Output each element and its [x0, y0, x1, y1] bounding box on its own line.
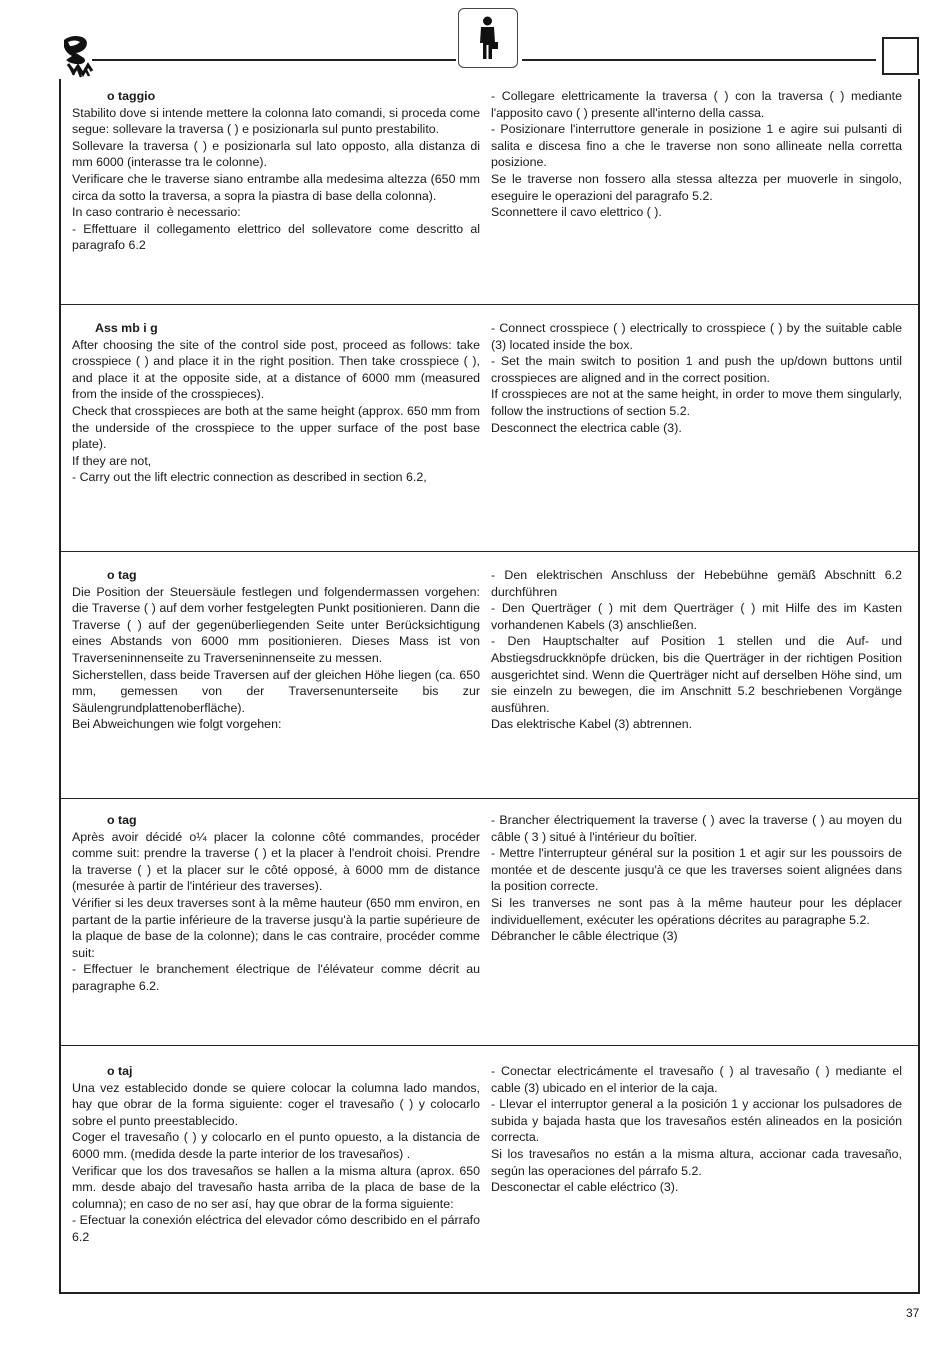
paragraph: - Den Hauptschalter auf Position 1 stellen und die Auf- und Abstiegsdruckknöpfe drücken, bis die Querträger in der richtigen Position ausgerichtet sind. Wenn die Querträger nicht auf derselben Höhe sind, um sie einzeln zu bewegen, die im Anschnitt 5.2 beschriebenen Vorgänge ausführen. — [491, 634, 902, 715]
paragraph: If they are not, — [72, 453, 152, 468]
paragraph: Débrancher le câble électrique (3) — [491, 929, 678, 944]
paragraph: Coger el travesaño ( ) y colocarlo en el punto opuesto, a la distancia de 6000 mm. (medida desde la parte interior de los travesaños) . — [72, 1130, 480, 1161]
german-left-column — [72, 567, 480, 733]
paragraph: - Brancher électriquement la traverse ( ) avec la traverse ( ) au moyen du câble ( 3 ) situé à l'intérieur du boîtier. — [491, 813, 902, 844]
paragraph: - Collegare elettricamente la traversa ( ) con la traversa ( ) mediante l'apposito cavo ( ) presente all'interno della cassa. — [491, 89, 902, 120]
french-left-column — [72, 812, 480, 995]
header-rule-right — [522, 59, 876, 61]
paragraph: Desconnect the electrica cable (3). — [491, 420, 682, 435]
section-french — [60, 812, 918, 1046]
spanish-right-column — [491, 1063, 902, 1196]
english-right-column — [491, 320, 902, 436]
paragraph: Das elektrische Kabel (3) abtrennen. — [491, 717, 693, 732]
german-right-column — [491, 567, 902, 733]
paragraph: Verificar que los dos travesaños se hallen a la misma altura (aprox. 650 mm. desde abajo del travesaño hasta arriba de la placa de base de la columna); en caso de no ser así, hay que obrar de la forma siguiente: — [72, 1163, 480, 1211]
english-title: Ass mb i g — [95, 321, 158, 335]
paragraph: - Den elektrischen Anschluss der Hebebühne gemäß Abschnitt 6.2 durchführen — [491, 568, 902, 599]
italian-right-column — [491, 88, 902, 221]
paragraph: Die Position der Steuersäule festlegen und folgendermassen vorgehen: die Traverse ( ) auf dem vorher festgelegten Punkt positionieren. Dann die Traverse ( ) auf der gegenüberliegenden Seite unter Berücksichtigung eines Abstands von 6000 mm positionieren. Dieses Mass ist von Traverseninnenseite zu Traverseninnenseite zu messen. — [72, 584, 480, 665]
paragraph: Sicherstellen, dass beide Traversen auf der gleichen Höhe liegen (ca. 650 mm, gemessen von der Traversenunterseite bis zur Säulengrundplattenoberfläche). — [72, 667, 480, 715]
french-right-column — [491, 812, 902, 945]
paragraph: - Den Querträger ( ) mit dem Querträger ( ) mit Hilfe des im Kasten vorhandenen Kabels (3) anschließen. — [491, 601, 902, 632]
paragraph: Vérifier si les deux traverses sont à la même hauteur (650 mm environ, en partant de la partie inférieure de la traverse jusqu'à la partie supérieure de la plaque de base de la colonne); dans le cas contraire, procéder comme suit: — [72, 895, 480, 960]
paragraph: Après avoir décidé o¼ placer la colonne côté commandes, procéder comme suit: prendre la traverse ( ) et la placer à l'endroit choisi. Prendre la traverse ( ) et la placer sur le côté opposé, à 6000 mm de distance (mesurée à partir de l'intérieur des traverses). — [72, 829, 480, 894]
paragraph: - Effettuare il collegamento elettrico del sollevatore come descritto al paragrafo 6.2 — [72, 221, 480, 253]
paragraph: Check that crosspieces are both at the same height (approx. 650 mm from the underside of the crosspiece to the upper surface of the post base plate). — [72, 403, 480, 452]
paragraph: - Carry out the lift electric connection as described in section 6.2, — [72, 470, 427, 485]
italian-left-column — [72, 88, 480, 254]
paragraph: Desconectar el cable eléctrico (3). — [491, 1180, 679, 1195]
brand-logo-icon — [58, 34, 98, 78]
section-english — [60, 320, 918, 552]
paragraph: Sollevare la traversa ( ) e posizionarla sul lato opposto, alla distanza di mm 6000 (interasse tra le colonne). — [72, 138, 480, 170]
operator-person-icon — [458, 8, 518, 68]
page-number: 37 — [906, 1306, 920, 1320]
paragraph: Si los travesaños no están a la misma altura, accionar cada travesaño, según las operaciones del párrafo 5.2. — [491, 1146, 902, 1178]
italian-title: o taggio — [107, 89, 156, 103]
paragraph: After choosing the site of the control side post, proceed as follows: take crosspiece ( ) and place it in the right position. Then take crosspiece ( ), and place it at the opposite side, at a distance of 6000 mm (measured from the inside of the crosspieces). — [72, 337, 480, 402]
spanish-title: o taj — [107, 1064, 133, 1078]
paragraph: Una vez establecido donde se quiere colocar la columna lado mandos, hay que obrar de la forma siguiente: coger el travesaño ( ) y colocarlo sobre el punto preestablecido. — [72, 1080, 480, 1128]
paragraph: In caso contrario è necessario: — [72, 205, 241, 220]
paragraph: Sconnettere il cavo elettrico ( ). — [491, 205, 662, 220]
paragraph: - Efectuar la conexión eléctrica del elevador cómo describido en el párrafo 6.2 — [72, 1213, 480, 1244]
paragraph: - Effectuer le branchement électrique de l'élévateur comme décrit au paragraphe 6.2. — [72, 962, 480, 993]
french-title: o tag — [107, 813, 137, 827]
paragraph: Stabilito dove si intende mettere la colonna lato comandi, si proceda come segue: sollevare la traversa ( ) e posizionarla sul punto prestabilito. — [72, 105, 480, 137]
paragraph: - Connect crosspiece ( ) electrically to crosspiece ( ) by the suitable cable (3) located inside the box. — [491, 321, 902, 352]
paragraph: If crosspieces are not at the same height, in order to move them singularly, follow the instructions of section 5.2. — [491, 387, 902, 418]
section-marker-box — [882, 37, 919, 75]
section-spanish — [60, 1063, 918, 1288]
german-title: o tag — [107, 568, 137, 582]
paragraph: - Mettre l'interrupteur général sur la position 1 et agir sur les poussoirs de montée et de descente jusqu'à ce que les traverses soient alignées dans la position correcte. — [491, 846, 902, 894]
header-rule-left — [92, 59, 456, 61]
paragraph: - Llevar el interruptor general a la posición 1 y accionar los pulsadores de subida y bajada hasta que los travesaños estén alineados en la posición correcta. — [491, 1097, 902, 1145]
spanish-left-column — [72, 1063, 480, 1246]
paragraph: - Posizionare l'interruttore generale in posizione 1 e agire sui pulsanti di salita e discesa fino a che le traverse non sono allineate nella corretta posizione. — [491, 122, 902, 170]
paragraph: - Set the main switch to position 1 and push the up/down buttons until crosspieces are aligned and in the correct position. — [491, 354, 902, 385]
paragraph: Se le traverse non fossero alla stessa altezza per muoverle in singolo, eseguire le operazioni del paragrafo 5.2. — [491, 171, 902, 203]
paragraph: Si les tranverses ne sont pas à la même hauteur pour les déplacer individuellement, exécuter les opérations décrites au paragraphe 5.2. — [491, 895, 902, 927]
section-german — [60, 567, 918, 799]
paragraph: Verificare che le traverse siano entrambe alla medesima altezza (650 mm circa da sotto la traversa, a sopra la piastra di base della colonna). — [72, 171, 480, 203]
paragraph: - Conectar electricámente el travesaño ( ) al travesaño ( ) mediante el cable (3) ubicado en el interior de la caja. — [491, 1064, 902, 1095]
paragraph: Bei Abweichungen wie folgt vorgehen: — [72, 717, 282, 732]
section-italian — [60, 88, 918, 305]
english-left-column — [72, 320, 480, 486]
